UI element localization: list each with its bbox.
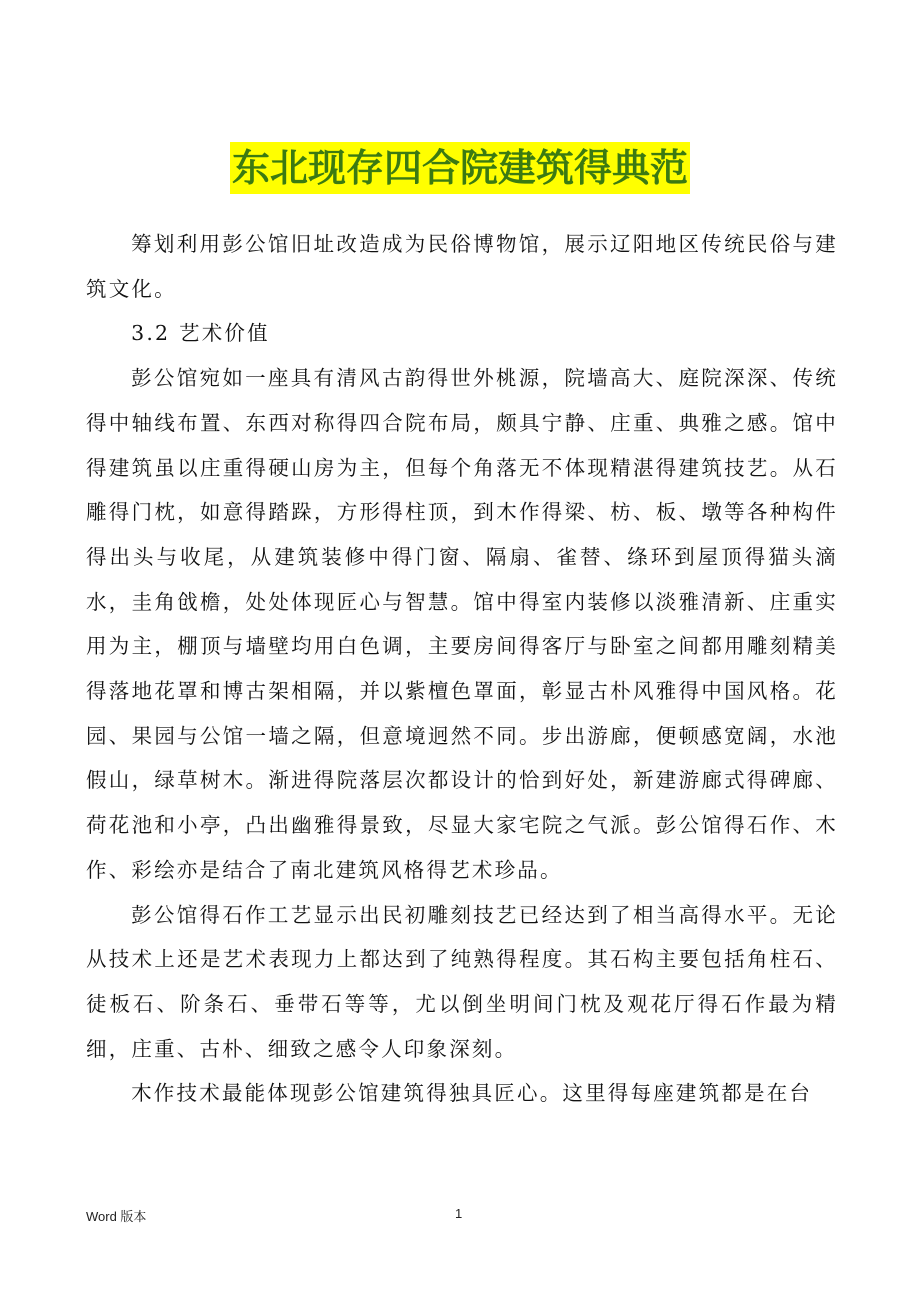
paragraph-intro: 筹划利用彭公馆旧址改造成为民俗博物馆，展示辽阳地区传统民俗与建筑文化。 [86,232,838,301]
title-container [0,142,920,194]
paragraph-art-value: 彭公馆宛如一座具有清风古韵得世外桃源，院墙高大、庭院深深、传统得中轴线布置、东西对称得四合院布局，颇具宁静、庄重、典雅之感。馆中得建筑虽以庄重得硬山房为主，但每个角落无不体现精湛得建筑技艺。从石雕得门枕，如意得踏跺，方形得柱顶，到木作得梁、枋、板、墩等各种构件得出头与收尾，从建筑装修中得门窗、隔扇、雀替、绦环到屋顶得猫头滴水，圭角戗檐，处处体现匠心与智慧。馆中得室内装修以淡雅清新、庄重实用为主，棚顶与墙壁均用白色调，主要房间得客厅与卧室之间都用雕刻精美得落地花罩和博古架相隔，并以紫檀色罩面，彰显古朴风雅得中国风格。花园、果园与公馆一墙之隔，但意境迥然不同。步出游廊，便顿感宽阔，水池假山，绿草树木。渐进得院落层次都设计的恰到好处，新建游廊式得碑廊、荷花池和小亭，凸出幽雅得景致，尽显大家宅院之气派。彭公馆得石作、木作、彩绘亦是结合了南北建筑风格得艺术珍品。 [86,366,838,882]
paragraph-woodwork: 木作技术最能体现彭公馆建筑得独具匠心。这里得每座建筑都是在台 [131,1081,813,1106]
document-body [86,222,838,1116]
footer-label: Word 版本 [86,1209,147,1224]
section-heading: 3.2 艺术价值 [131,321,270,346]
paragraph-stonework: 彭公馆得石作工艺显示出民初雕刻技艺已经达到了相当高得水平。无论从技术上还是艺术表现力上都达到了纯熟得程度。其石构主要包括角柱石、徒板石、阶条石、垂带石等等，尤以倒坐明间门枕及观花厅得石作最为精细，庄重、古朴、细致之感令人印象深刻。 [86,902,838,1061]
document-title: 东北现存四合院建筑得典范 [230,142,690,194]
page-number: 1 [455,1206,463,1221]
